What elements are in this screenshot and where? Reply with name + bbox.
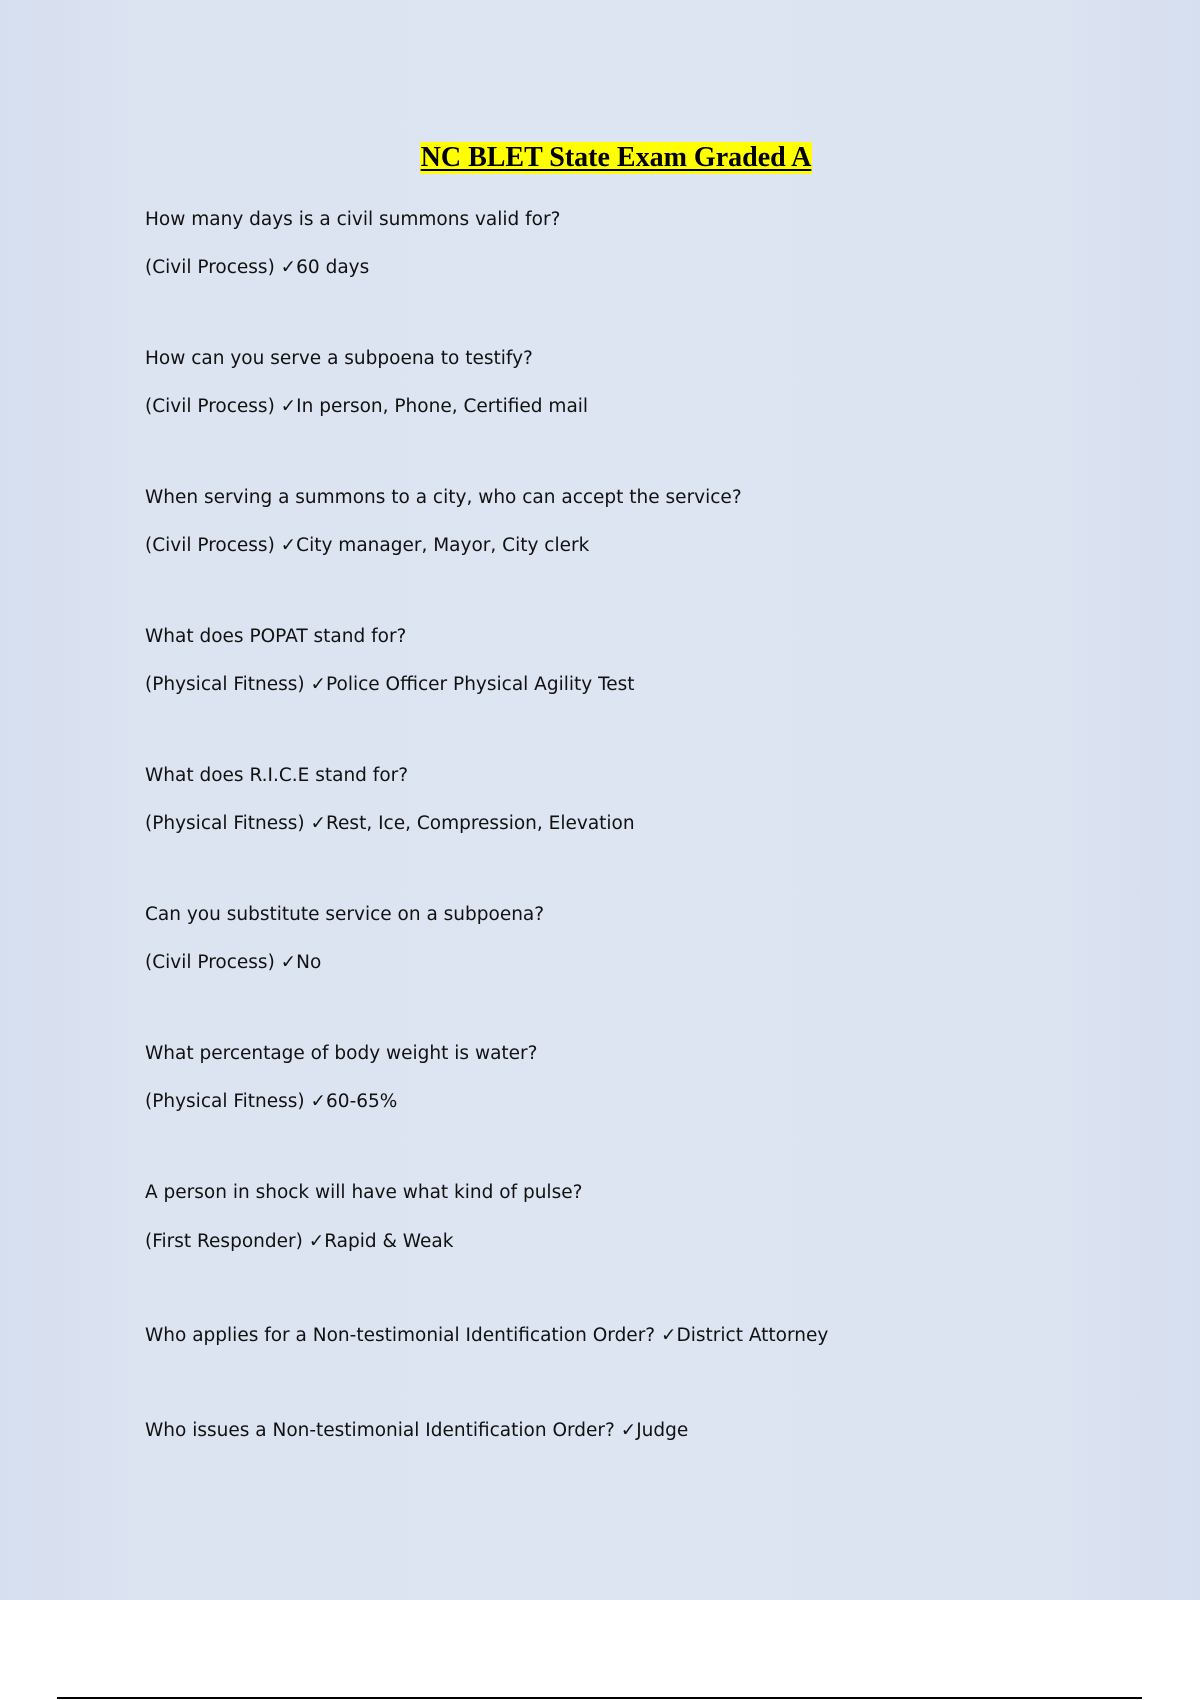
question-text: What percentage of body weight is water? (145, 1043, 538, 1064)
footer-divider (57, 1697, 1142, 1699)
question-text: What does R.I.C.E stand for? (145, 765, 409, 786)
question-answer-text: Who applies for a Non-testimonial Identification Order? ✓District Attorney (145, 1325, 829, 1346)
question-text: Can you substitute service on a subpoena? (145, 904, 545, 925)
question-text: How can you serve a subpoena to testify? (145, 348, 533, 369)
title-container (0, 142, 1200, 174)
answer-text: (Civil Process) ✓In person, Phone, Certified mail (145, 396, 589, 417)
question-text: What does POPAT stand for? (145, 626, 407, 647)
document-title: NC BLET State Exam Graded A (420, 142, 812, 173)
question-answer-text: Who issues a Non-testimonial Identification Order? ✓Judge (145, 1420, 689, 1441)
question-text: A person in shock will have what kind of pulse? (145, 1182, 583, 1203)
answer-text: (Physical Fitness) ✓Police Officer Physical Agility Test (145, 674, 635, 695)
answer-text: (Physical Fitness) ✓Rest, Ice, Compression, Elevation (145, 813, 635, 834)
question-text: When serving a summons to a city, who can accept the service? (145, 487, 742, 508)
answer-text: (Civil Process) ✓No (145, 952, 322, 973)
question-text: How many days is a civil summons valid for? (145, 209, 561, 230)
answer-text: (Physical Fitness) ✓60-65% (145, 1091, 398, 1112)
answer-text: (Civil Process) ✓City manager, Mayor, City clerk (145, 535, 590, 556)
answer-text: (First Responder) ✓Rapid & Weak (145, 1231, 454, 1252)
answer-text: (Civil Process) ✓60 days (145, 257, 370, 278)
